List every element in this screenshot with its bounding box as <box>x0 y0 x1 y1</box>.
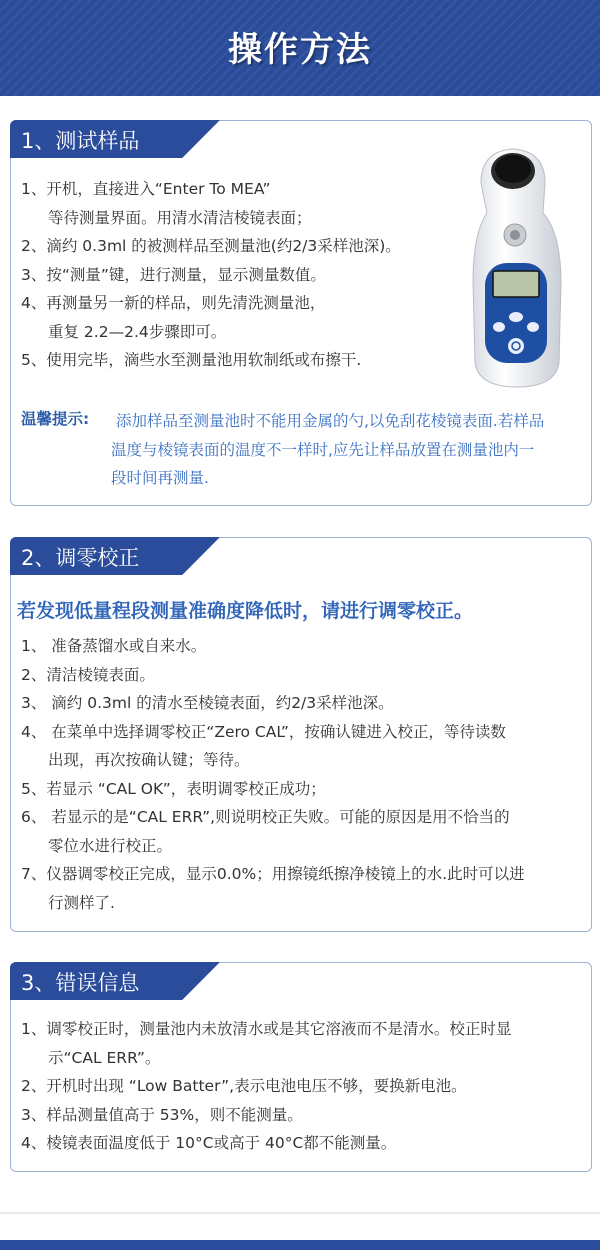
page-title: 操作方法 <box>228 30 372 70</box>
list-item: 5、若显示 “CAL OK”，表明调零校正成功； <box>21 779 326 798</box>
tip-line: 添加样品至测量池时不能用金属的勺,以免刮花棱镜表面.若样品 <box>116 412 545 430</box>
error-list <box>21 1015 511 1158</box>
page-header <box>0 0 600 96</box>
list-item: 零位水进行校正。 <box>48 836 173 855</box>
steps-list <box>21 632 525 917</box>
steps-list <box>21 175 401 375</box>
tip-line: 段时间再测量. <box>111 469 209 487</box>
list-item: 1、 准备蒸馏水或自来水。 <box>21 637 207 655</box>
section-title: 1、测试样品 <box>21 129 140 153</box>
section-error-info <box>10 962 592 1172</box>
section-title: 3、错误信息 <box>21 971 140 995</box>
tip-text <box>111 407 589 493</box>
list-item: 5、使用完毕，滴些水至测量池用软制纸或布擦干. <box>21 351 362 369</box>
section-test-sample <box>10 120 592 506</box>
footer-divider <box>0 1212 600 1214</box>
list-item: 4、棱镜表面温度低于 10°C或高于 40°C都不能测量。 <box>21 1134 397 1152</box>
list-item: 3、样品测量值高于 53%，则不能测量。 <box>21 1105 303 1124</box>
list-item: 等待测量界面。用清水清洁棱镜表面； <box>48 208 312 227</box>
list-item: 4、再测量另一新的样品，则先清洗测量池， <box>21 294 326 312</box>
list-item: 2、清洁棱镜表面。 <box>21 665 155 684</box>
list-item: 1、开机，直接进入“Enter To MEA” <box>21 180 271 198</box>
list-item: 3、按“测量”键，进行测量，显示测量数值。 <box>21 265 326 284</box>
list-item: 出现，再次按确认键；等待。 <box>48 751 250 769</box>
list-item: 4、 在菜单中选择调零校正“Zero CAL”，按确认键进入校正，等待读数 <box>21 722 506 741</box>
section-subheading: 若发现低量程段测量准确度降低时，请进行调零校正。 <box>17 600 474 622</box>
tip-label: 温馨提示: <box>21 410 90 428</box>
list-item: 重复 2.2—2.4步骤即可。 <box>48 322 227 341</box>
section-zero-calibration <box>10 537 592 932</box>
section-title: 2、调零校正 <box>21 546 140 570</box>
refractometer-device-image <box>451 143 581 393</box>
list-item: 1、调零校正时，测量池内未放清水或是其它溶液而不是清水。校正时显 <box>21 1020 512 1038</box>
tip-line: 温度与棱镜表面的温度不一样时,应先让样品放置在测量池内一 <box>111 440 535 459</box>
list-item: 7、仪器调零校正完成，显示0.0%；用擦镜纸擦净棱镜上的水.此时可以进 <box>21 865 525 883</box>
list-item: 2、开机时出现 “Low Batter”,表示电池电压不够，要换新电池。 <box>21 1077 467 1095</box>
list-item: 行测样了. <box>48 893 115 912</box>
list-item: 3、 滴约 0.3ml 的清水至棱镜表面，约2/3采样池深。 <box>21 694 394 712</box>
footer-bar <box>0 1240 600 1250</box>
list-item: 示“CAL ERR”。 <box>48 1048 161 1067</box>
list-item: 6、 若显示的是“CAL ERR”,则说明校正失败。可能的原因是用不恰当的 <box>21 808 510 826</box>
list-item: 2、滴约 0.3ml 的被测样品至测量池(约2/3采样池深)。 <box>21 237 401 255</box>
